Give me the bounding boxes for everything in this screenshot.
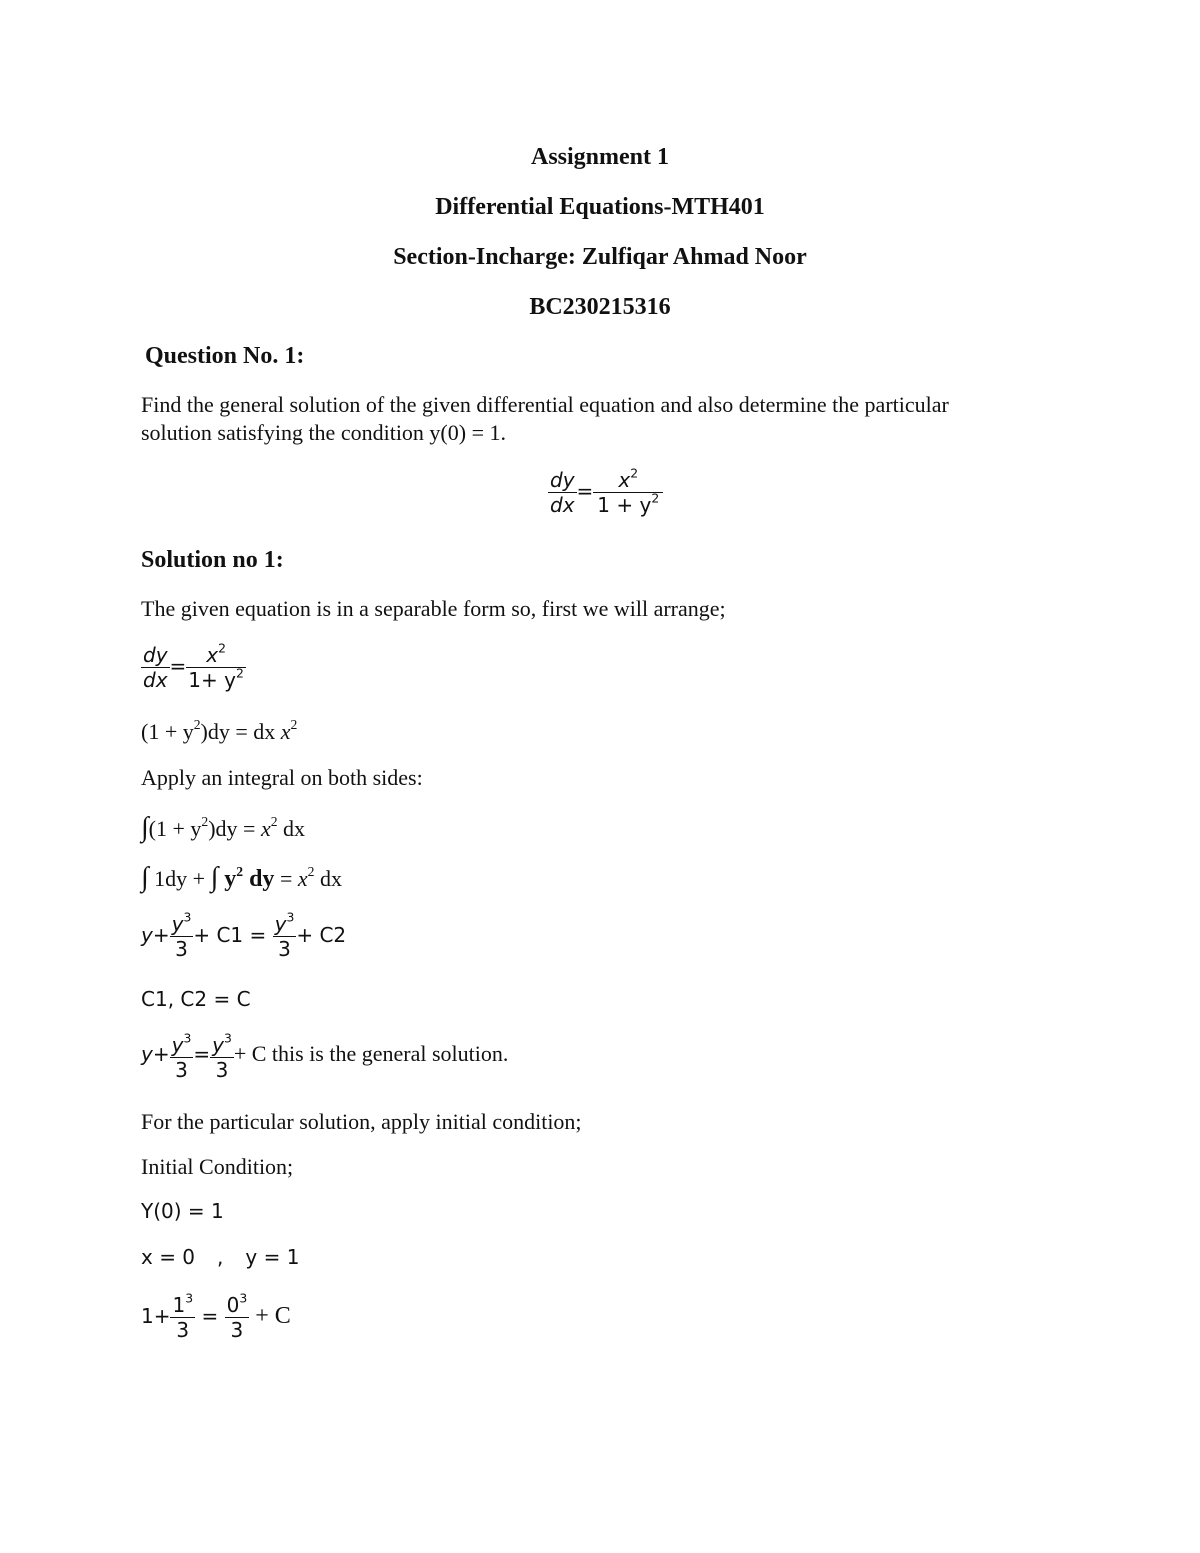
xy-values	[141, 1245, 299, 1269]
rhs-numerator-exponent: 2	[630, 465, 639, 481]
step2-part-a: (1 + y	[141, 719, 194, 744]
initial-condition-value: Y(0) = 1	[141, 1199, 224, 1223]
step7-part-c: + C this is the general solution.	[233, 1041, 509, 1067]
step8-fraction-1	[170, 1290, 195, 1342]
step3-exponent: 2	[201, 813, 209, 829]
eq1-rhs-denominator: 1+ y	[188, 668, 236, 692]
step5-fraction-1	[170, 909, 194, 961]
question-line-1: Find the general solution of the given differential equation and also determine the particular	[141, 392, 949, 417]
xy-separator: ,	[217, 1245, 224, 1269]
step7-den2: 3	[210, 1057, 234, 1082]
step7-num1: y	[171, 1033, 184, 1057]
step8-num2-exp: 3	[239, 1290, 248, 1306]
step3-part-a: (1 + y	[148, 816, 202, 841]
step5-num2-exp: 3	[286, 909, 295, 925]
eq1-lhs-denominator: dx	[143, 668, 168, 692]
step2-part-b: )dy = dx	[200, 719, 281, 744]
assignment-title: Assignment 1	[530, 144, 669, 170]
section-incharge: Section-Incharge: Zulfiqar Ahmad Noor	[393, 244, 807, 270]
step5-fraction-2	[273, 909, 297, 961]
integral-symbol-1: ∫	[141, 862, 149, 893]
rhs-fraction	[593, 465, 663, 517]
step2-part-c: x	[280, 719, 291, 744]
step2-exponent: 2	[193, 716, 201, 732]
step4-exponent-2: 2	[307, 863, 315, 879]
step5-num2: y	[274, 912, 287, 936]
course-title: Differential Equations-MTH401	[435, 194, 765, 220]
lhs-denominator: dx	[550, 493, 575, 517]
step7-fraction-1	[170, 1030, 194, 1082]
step3-part-b: )dy =	[208, 816, 261, 841]
step8-equals: =	[195, 1304, 225, 1328]
step4-part-b: y	[218, 866, 237, 892]
step4-exponent: 2	[236, 863, 244, 879]
step8-part-a: 1+	[141, 1304, 171, 1328]
step7-num2-exp: 3	[223, 1030, 232, 1046]
eq1-rhs-numerator-exponent: 2	[218, 640, 226, 656]
eq1-lhs-numerator: dy	[143, 643, 168, 667]
step5-den2: 3	[273, 936, 297, 961]
solution-equation-1	[141, 640, 246, 692]
solution-step-8	[141, 1290, 291, 1342]
rhs-numerator: x	[618, 468, 631, 492]
solution-step-7	[141, 1030, 509, 1082]
initial-condition-label: Initial Condition;	[141, 1154, 294, 1179]
step5-part-b: + C1 =	[193, 923, 273, 947]
step5-part-a: y+	[141, 923, 170, 947]
x-value: x = 0	[141, 1245, 196, 1269]
step4-part-c: dy	[243, 866, 275, 892]
step7-part-a: y+	[141, 1042, 170, 1067]
rhs-denominator-exponent: 2	[651, 490, 660, 506]
solution-intro: The given equation is in a separable form so, first we will arrange;	[141, 596, 726, 621]
solution-step-3	[141, 812, 305, 844]
y-value: y = 1	[245, 1245, 300, 1269]
step7-num2: y	[212, 1033, 224, 1057]
step5-num1: y	[171, 912, 184, 936]
lhs-numerator: dy	[550, 468, 575, 492]
integral-symbol: ∫	[141, 812, 149, 843]
step4-part-f: dx	[314, 866, 342, 891]
solution-step-5	[141, 909, 347, 961]
lhs-fraction	[548, 468, 577, 517]
rhs-denominator: 1 + y	[597, 493, 652, 517]
step7-fraction-2	[210, 1030, 234, 1082]
step8-den1: 3	[170, 1317, 195, 1342]
student-id: BC230215316	[529, 294, 671, 320]
eq1-rhs-denominator-exponent: 2	[235, 665, 244, 681]
step5-part-c: + C2	[296, 923, 347, 947]
step4-part-e: x	[297, 866, 308, 891]
question-line-2: solution satisfying the condition y(0) = 1.	[141, 420, 506, 445]
step5-num1-exp: 3	[183, 909, 192, 925]
step8-part-c: + C	[249, 1303, 291, 1329]
particular-instruction: For the particular solution, apply initial condition;	[141, 1109, 582, 1134]
eq1-lhs-fraction	[141, 643, 170, 692]
step4-part-a: 1dy +	[148, 866, 211, 891]
solution-step-4	[141, 862, 342, 894]
step8-num1-exp: 3	[185, 1290, 194, 1306]
eq1-rhs-fraction	[186, 640, 246, 692]
step7-equals: =	[193, 1042, 211, 1067]
step8-den2: 3	[225, 1317, 250, 1342]
step7-num1-exp: 3	[183, 1030, 192, 1046]
eq1-rhs-numerator: x	[206, 643, 219, 667]
eq1-equals: =	[169, 654, 187, 678]
solution-step-2	[141, 716, 298, 745]
step3-exponent-2: 2	[270, 813, 278, 829]
step7-den1: 3	[170, 1057, 194, 1082]
step3-part-c: x	[260, 816, 271, 841]
step5-den1: 3	[170, 936, 194, 961]
solution-heading: Solution no 1:	[141, 547, 284, 573]
integral-symbol-2: ∫	[210, 862, 219, 893]
question-heading: Question No. 1:	[145, 343, 305, 369]
question-equation	[548, 465, 663, 517]
step8-num2: 0	[226, 1293, 240, 1317]
equals-sign: =	[576, 479, 594, 503]
step4-part-d: =	[274, 866, 298, 891]
step2-exponent-2: 2	[290, 716, 298, 732]
step3-part-d: dx	[277, 816, 306, 841]
step8-fraction-2	[225, 1290, 250, 1342]
solution-step-6: C1, C2 = C	[141, 987, 251, 1011]
step8-num1: 1	[172, 1293, 186, 1317]
integral-instruction: Apply an integral on both sides:	[141, 765, 423, 790]
